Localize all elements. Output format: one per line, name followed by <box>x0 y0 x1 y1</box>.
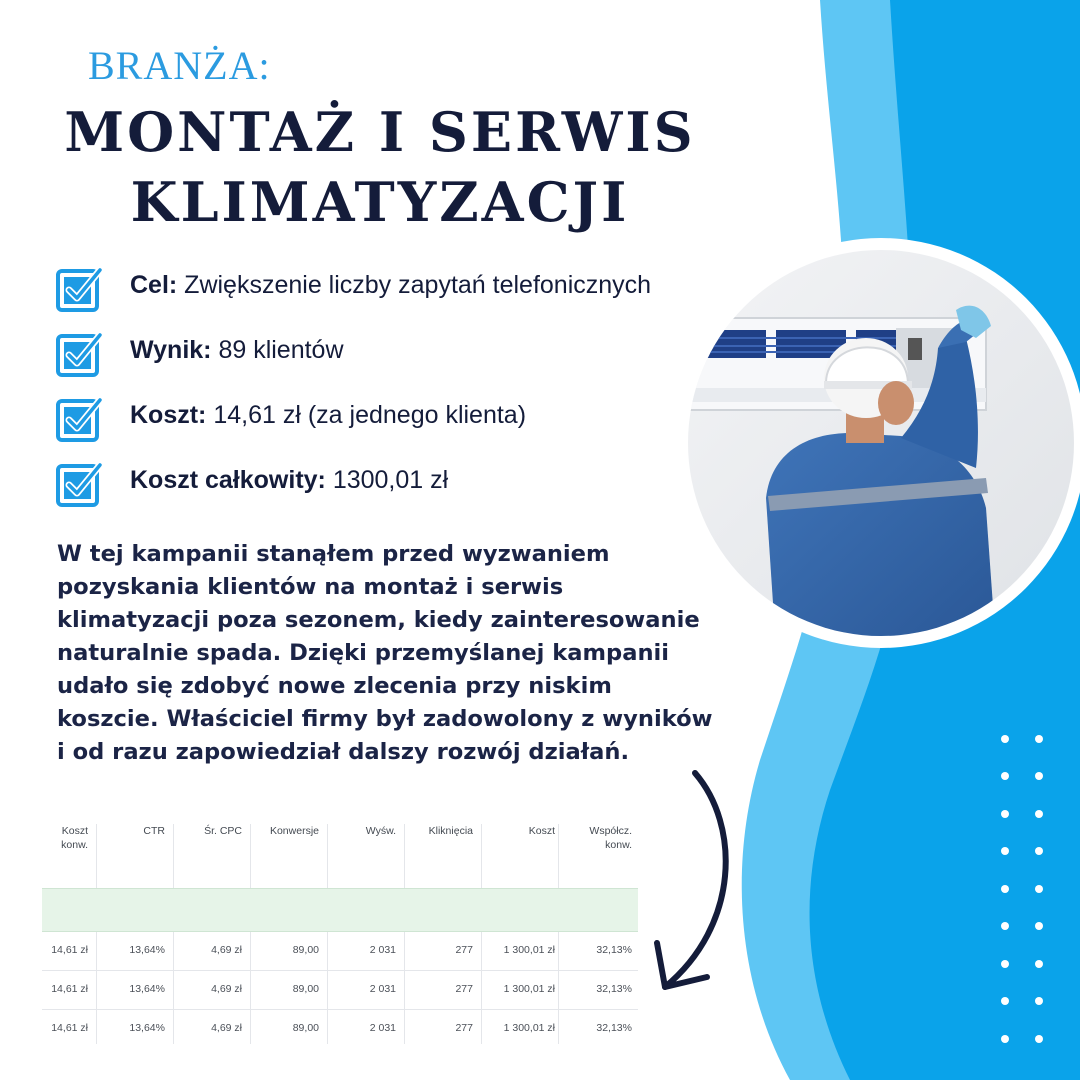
page-title-line1: MONTAŻ I SERWIS <box>64 100 696 164</box>
campaign-description: W tej kampanii stanąłem przed wyzwaniem pozyskania klientów na montaż i serwis klimatyzacji poza sezonem, kiedy zainteresowanie naturalnie spada. Dzięki przemyślanej kampanii udało się zdobyć nowe zlecenia przy niskim koszcie. Właściciel firmy był zadowolony z wyników i od razu zapowiedział dalszy rozwój działań. <box>57 541 713 765</box>
column-header: CTR <box>143 825 165 837</box>
technician-air-conditioner-photo <box>676 238 1080 648</box>
column-header: Kliknięcia <box>428 825 473 837</box>
column-header: Konwersje <box>269 825 319 837</box>
column-header: Śr. CPC <box>204 825 242 837</box>
fact-label: Koszt całkowity: <box>130 466 326 494</box>
table-row: 14,61 zł 13,64% 4,69 zł 89,00 2 031 277 1 300,01 zł 32,13% <box>42 932 638 971</box>
checkbox-checked-icon <box>55 460 103 508</box>
fact-label: Wynik: <box>130 336 212 364</box>
column-header: Współcz. konw. <box>589 825 632 851</box>
summary-band <box>42 888 638 932</box>
fact-value: 89 klientów <box>211 336 344 364</box>
table-row: 14,61 zł 13,64% 4,69 zł 89,00 2 031 277 1 300,01 zł 32,13% <box>42 971 638 1010</box>
ads-report-table <box>42 810 638 1044</box>
curved-arrow-down-icon <box>645 765 745 1005</box>
table-row: 14,61 zł 13,64% 4,69 zł 89,00 2 031 277 1 300,01 zł 32,13% <box>51 1022 632 1034</box>
industry-eyebrow: BRANŻA: <box>88 43 271 88</box>
column-header: Koszt <box>528 825 555 837</box>
fact-value: Zwiększenie liczby zapytań telefonicznych <box>177 271 652 299</box>
fact-label: Cel: <box>130 271 178 299</box>
column-header: Wyśw. <box>365 825 396 837</box>
fact-value: 14,61 zł (za jednego klienta) <box>206 401 527 429</box>
column-header: Koszt konw. <box>61 825 88 851</box>
fact-value: 1300,01 zł <box>325 466 449 494</box>
page-title-line2: KLIMATYZACJI <box>130 170 630 234</box>
checkbox-checked-icon <box>55 330 103 378</box>
fact-label: Koszt: <box>130 401 207 429</box>
checkbox-checked-icon <box>55 395 103 443</box>
checkbox-checked-icon <box>55 265 103 313</box>
